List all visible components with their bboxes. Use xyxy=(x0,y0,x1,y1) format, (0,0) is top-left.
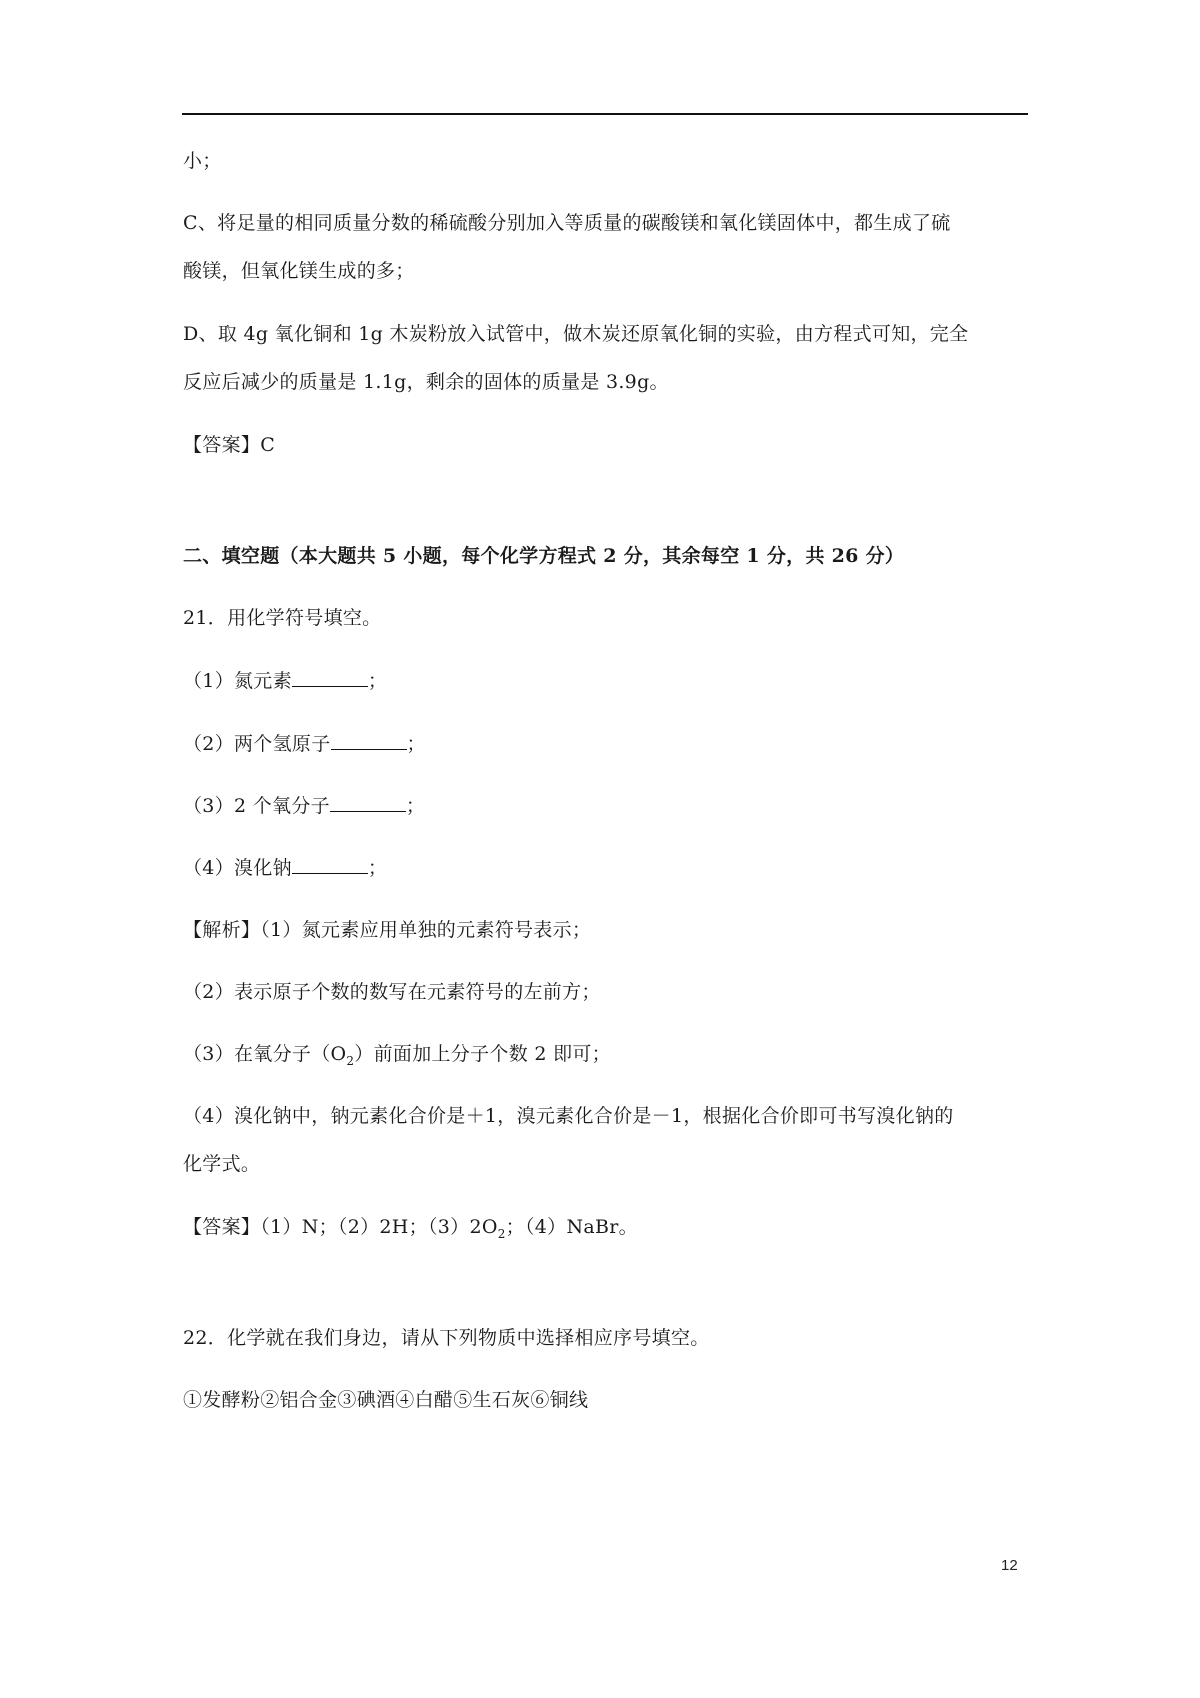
separator: ； xyxy=(406,733,426,755)
analysis-3: （3）在氧分子$(O_2)$前面加上分子个数 2 即可； xyxy=(183,1043,611,1068)
option-c-line-1: C、将足量的相同质量分数的稀硫酸分别加入等质量的碳酸镁和氧化镁固体中，都生成了硫 xyxy=(183,212,951,234)
question-21: 21．用化学符号填空。 xyxy=(183,607,382,629)
blank-item-3 xyxy=(183,793,425,819)
blank-label: （1）氮元素 xyxy=(183,670,292,692)
answer-21: 【答案】（1）N；（2）2H；$(3)2O_2$；（4）NaBr。 xyxy=(183,1216,638,1241)
separator: ； xyxy=(367,857,388,879)
option-c-line-2: 酸镁，但氧化镁生成的多； xyxy=(183,260,415,282)
blank-label: （4）溴化钠 xyxy=(183,857,292,879)
analysis-4-line-1: （4）溴化钠中，钠元素化合价是＋1，溴元素化合价是－1，根据化合价即可书写溴化钠的 xyxy=(183,1105,954,1127)
page-number: 12 xyxy=(1001,1557,1018,1574)
question-22: 22．化学就在我们身边，请从下列物质中选择相应序号填空。 xyxy=(183,1327,710,1349)
answer-20: 【答案】C xyxy=(183,434,276,456)
blank-item-2 xyxy=(183,731,426,757)
blank-label: （2）两个氢原子 xyxy=(183,733,331,755)
separator: ； xyxy=(367,670,388,692)
text-line: 小； xyxy=(183,150,222,172)
blank-label: （3）2 个氧分子 xyxy=(183,795,330,817)
answer-blank[interactable] xyxy=(330,793,406,812)
subscript: 2 xyxy=(346,1053,355,1068)
header-rule xyxy=(182,113,1028,115)
answer-blank[interactable] xyxy=(292,668,368,687)
analysis-1: 【解析】（1）氮元素应用单独的元素符号表示； xyxy=(183,919,592,941)
option-d-line-2: 反应后减少的质量是 1.1g，剩余的固体的质量是 3.9g。 xyxy=(183,371,669,393)
analysis-4-line-2: 化学式。 xyxy=(183,1153,261,1175)
option-d-line-1: D、取 4g 氧化铜和 1g 木炭粉放入试管中，做木炭还原氧化铜的实验，由方程式可知，完全 xyxy=(183,323,969,345)
separator: ； xyxy=(405,795,426,817)
section-heading: 二、填空题（本大题共 5 小题，每个化学方程式 2 分，其余每空 1 分，共 26 分） xyxy=(183,545,905,567)
substance-list: ①发酵粉②铝合金③碘酒④白醋⑤生石灰⑥铜线 xyxy=(183,1389,589,1411)
blank-item-4 xyxy=(183,855,387,881)
blank-item-1 xyxy=(183,668,387,694)
answer-blank[interactable] xyxy=(331,731,407,750)
subscript: 2 xyxy=(497,1226,506,1241)
analysis-2: （2）表示原子个数的数写在元素符号的左前方； xyxy=(183,981,601,1003)
answer-blank[interactable] xyxy=(292,855,368,874)
